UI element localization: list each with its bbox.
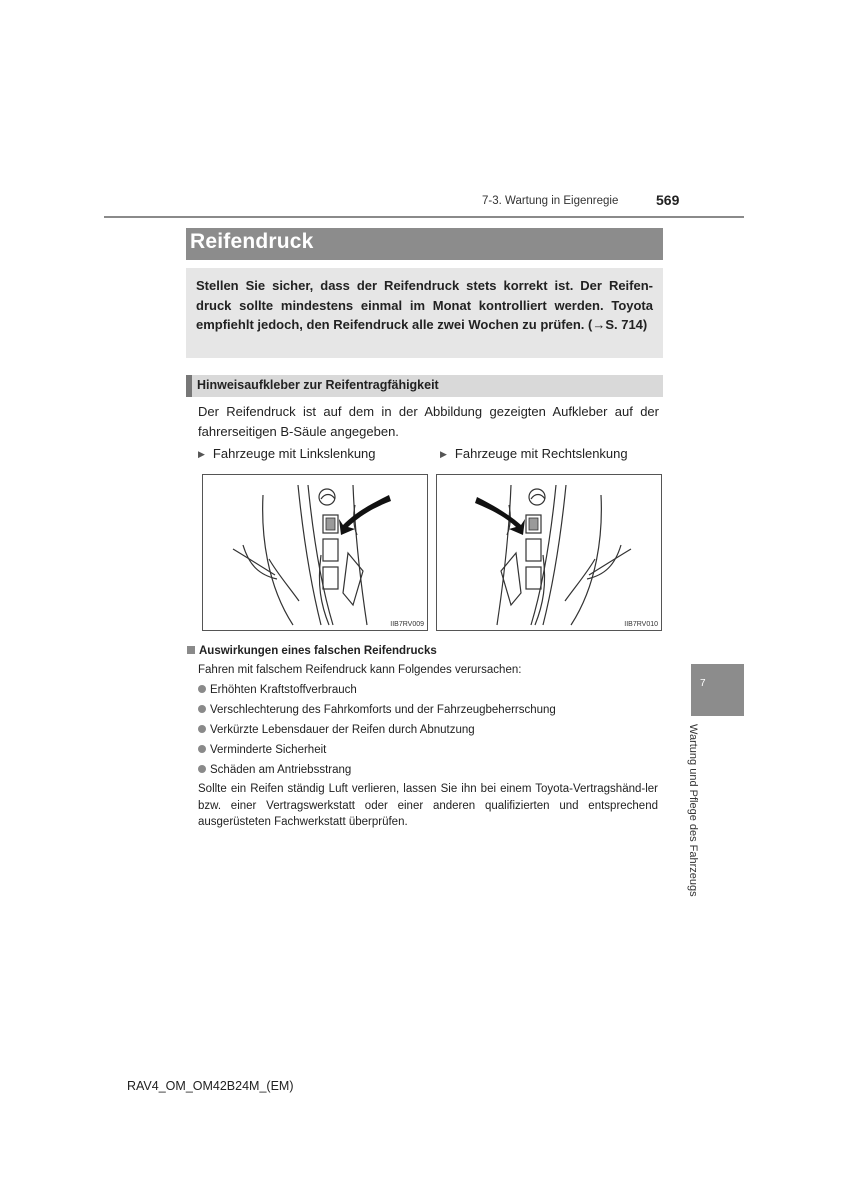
list-item: Erhöhten Kraftstoffverbrauch <box>198 682 556 702</box>
circle-bullet-icon <box>198 685 206 693</box>
chapter-side-label: Wartung und Pflege des Fahrzeugs <box>687 724 699 897</box>
subsection-accent <box>186 375 192 397</box>
circle-bullet-icon <box>198 765 206 773</box>
figure-lhd <box>202 474 428 631</box>
page-number: 569 <box>656 192 680 208</box>
b-pillar-illustration-rhd <box>437 475 661 630</box>
effects-heading-text: Auswirkungen eines falschen Reifendrucks <box>199 645 437 657</box>
list-item: Verminderte Sicherheit <box>198 742 556 762</box>
effects-heading <box>187 643 437 659</box>
chapter-number: 7 <box>700 678 706 689</box>
label-sticker-rhd <box>529 518 538 530</box>
pointer-arrow-rhd <box>475 497 525 535</box>
b-pillar-illustration-lhd <box>203 475 427 630</box>
header-divider <box>104 216 744 218</box>
title-bar <box>186 228 663 260</box>
pointer-arrow-lhd <box>339 495 391 535</box>
square-bullet-icon <box>187 646 195 654</box>
intro-text: Stellen Sie sicher, dass der Reifendruck stets korrekt ist. Der Reifen-druck sollte mindestens einmal im Monat kontrolliert werden. Toyota empfiehlt jedoch, den Reifendruck alle zwei Wochen zu prüfen. (→S. 714) <box>196 278 653 332</box>
chapter-tab <box>691 664 744 716</box>
header-section-title: 7-3. Wartung in Eigenregie <box>482 195 619 207</box>
effects-list <box>198 682 556 782</box>
label-sticker-lhd <box>326 518 335 530</box>
figure-code-lhd: IIB7RV009 <box>390 621 424 628</box>
effects-lead: Fahren mit falschem Reifendruck kann Folgendes verursachen: <box>198 664 522 676</box>
circle-bullet-icon <box>198 745 206 753</box>
figure-label-lhd <box>198 446 376 461</box>
page-title: Reifendruck <box>190 230 314 253</box>
subsection-bar <box>186 375 663 397</box>
list-item: Schäden am Antriebsstrang <box>198 762 556 782</box>
triangle-bullet-icon: ▶ <box>440 449 447 459</box>
effects-closing: Sollte ein Reifen ständig Luft verlieren, lassen Sie ihn bei einem Toyota-Vertragshänd-ler bzw. einer Vertragswerkstatt oder einer anderen qualifizierten und entsprechend ausgerüsteten Fachwerkstatt überprüfen. <box>198 783 658 828</box>
circle-bullet-icon <box>198 725 206 733</box>
figure-label-lhd-text: Fahrzeuge mit Linkslenkung <box>212 446 376 461</box>
list-item: Verschlechterung des Fahrkomforts und der Fahrzeugbeherrschung <box>198 702 556 722</box>
circle-bullet-icon <box>198 705 206 713</box>
figure-label-rhd <box>440 446 628 461</box>
figure-label-rhd-text: Fahrzeuge mit Rechtslenkung <box>454 446 628 461</box>
intro-box <box>186 268 663 358</box>
figure-rhd <box>436 474 662 631</box>
subsection-title: Hinweisaufkleber zur Reifentragfähigkeit <box>197 378 439 392</box>
subsection-text: Der Reifendruck ist auf dem in der Abbildung gezeigten Aufkleber auf der fahrerseitigen B-Säule angegeben. <box>198 404 659 439</box>
list-item: Verkürzte Lebensdauer der Reifen durch Abnutzung <box>198 722 556 742</box>
footer-code: RAV4_OM_OM42B24M_(EM) <box>127 1079 294 1093</box>
triangle-bullet-icon: ▶ <box>198 449 205 459</box>
figure-code-rhd: IIB7RV010 <box>624 621 658 628</box>
